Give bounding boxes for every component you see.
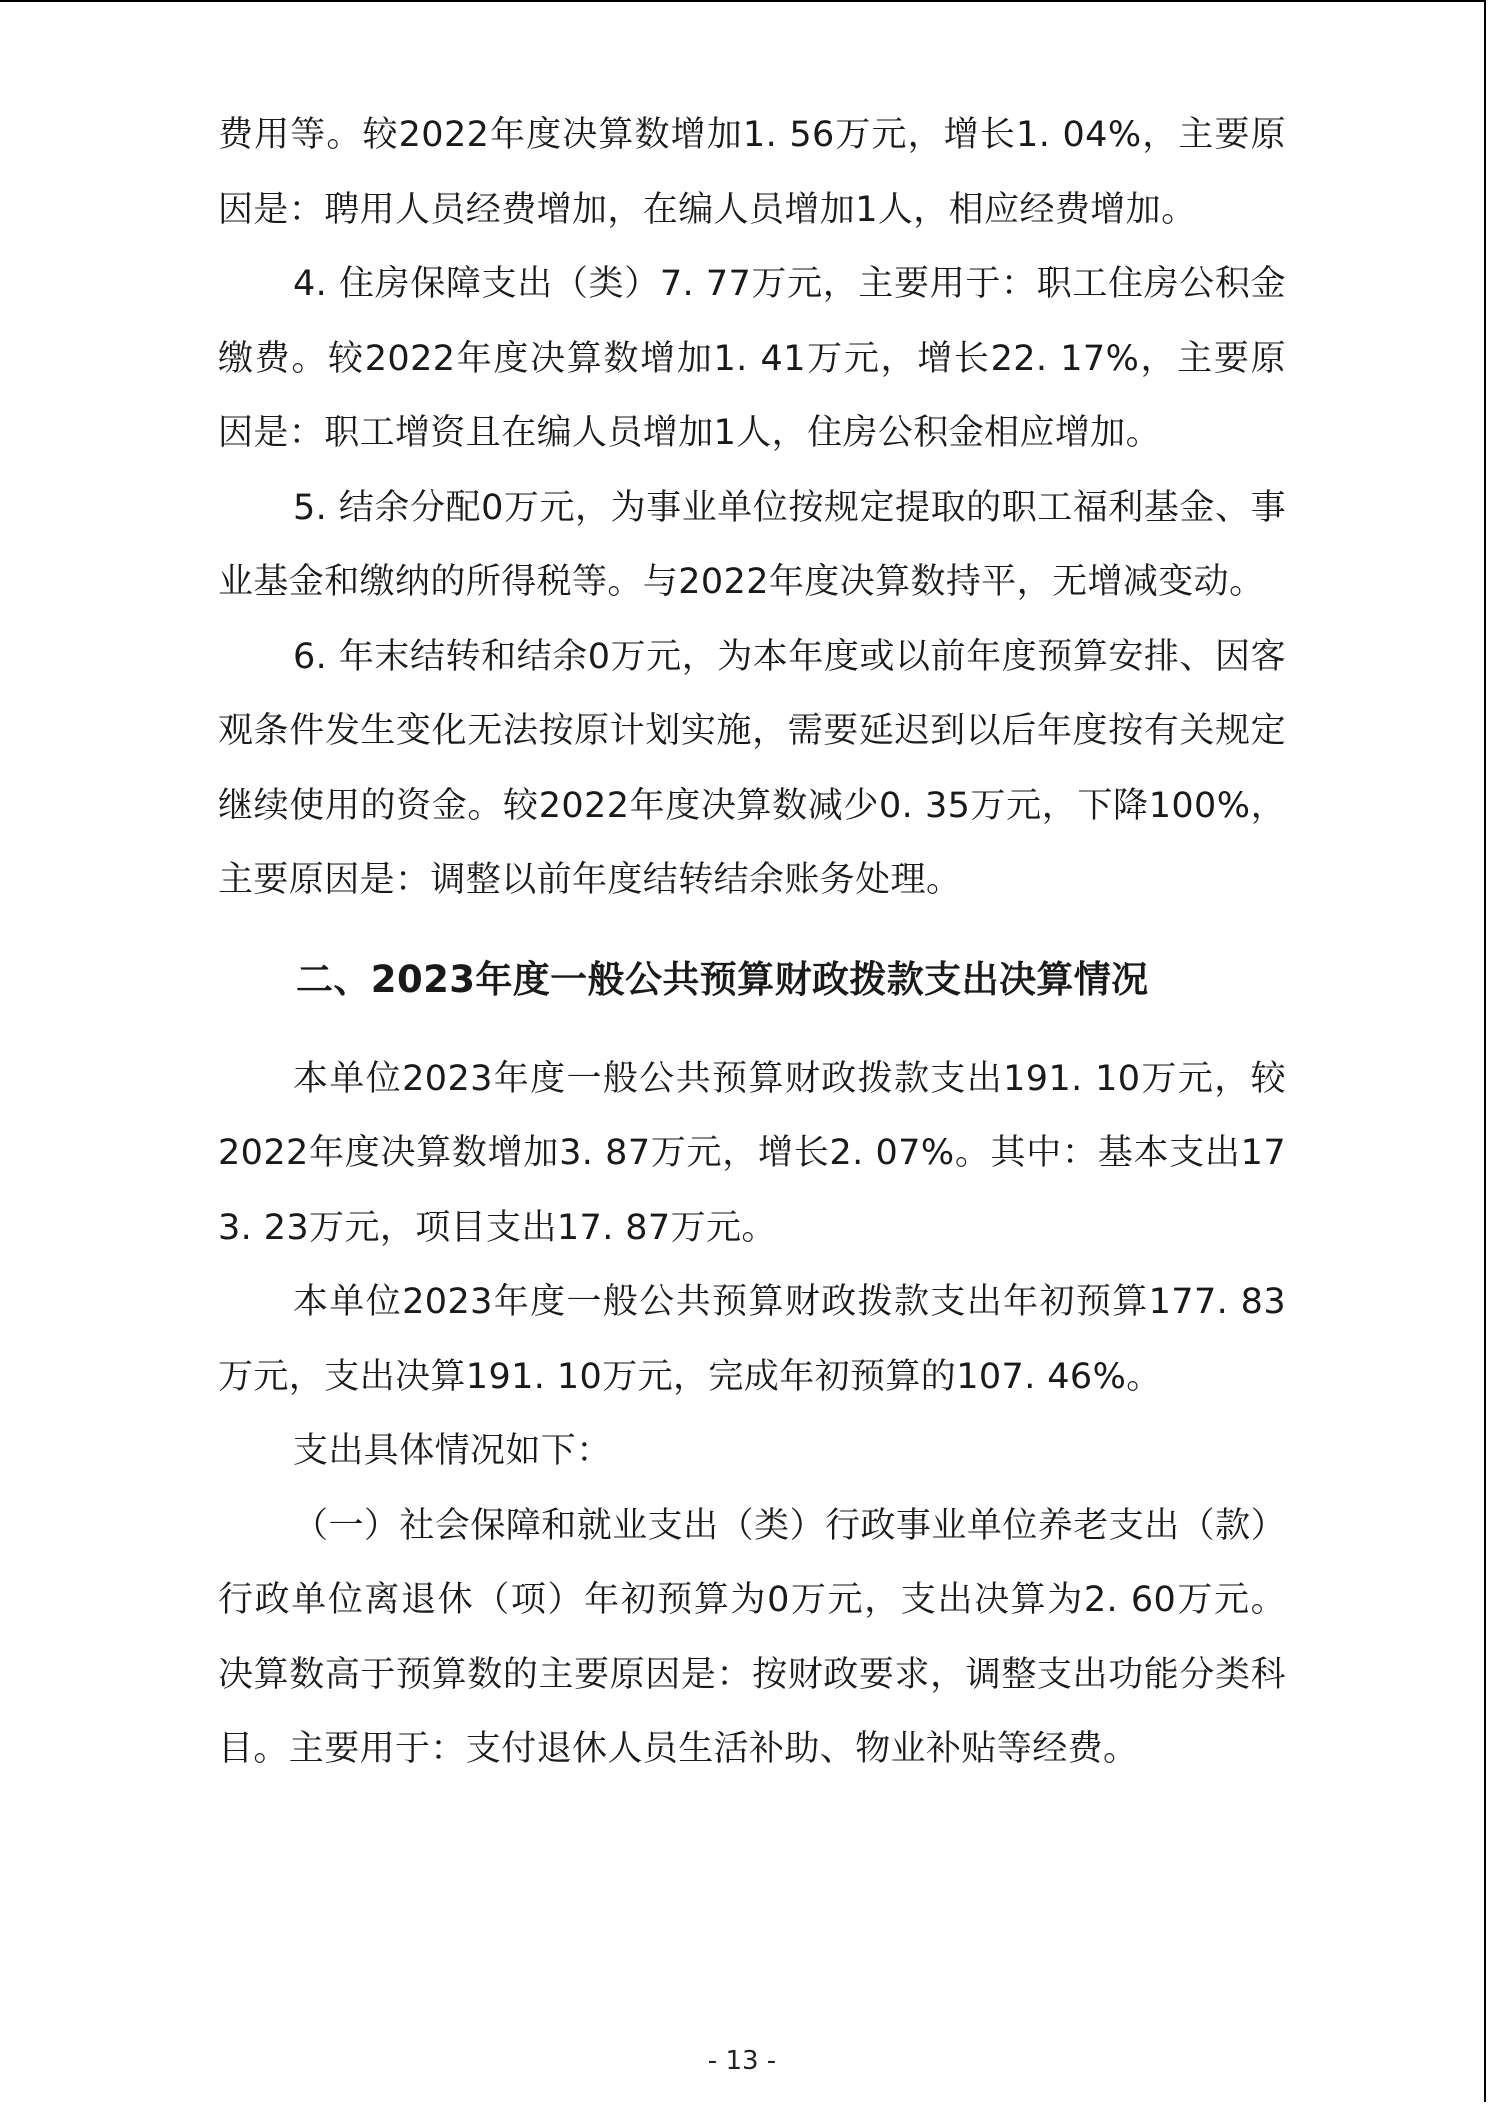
paragraph-surplus-distribution: 5. 结余分配0万元，为事业单位按规定提取的职工福利基金、事业基金和缴纳的所得税等。与2022年度决算数持平，无增减变动。	[218, 487, 1286, 602]
paragraph-social-security-expenditure: （一）社会保障和就业支出（类）行政事业单位养老支出（款）行政单位离退休（项）年初预算为0万元，支出决算为2. 60万元。决算数高于预算数的主要原因是：按财政要求，调整支出功能分类科目。主要用于：支付退休人员生活补助、物业补贴等经费。	[218, 1505, 1286, 1769]
paragraph-expenditure-details-intro: 支出具体情况如下：	[293, 1431, 612, 1471]
paragraph-general-budget-expenditure: 本单位2023年度一般公共预算财政拨款支出191. 10万元，较2022年度决算数增加3. 87万元，增长2. 07%。其中：基本支出173. 23万元，项目支出17. 87万元。	[218, 1058, 1286, 1248]
paragraph-budget-completion: 本单位2023年度一般公共预算财政拨款支出年初预算177. 83万元，支出决算191. 10万元，完成年初预算的107. 46%。	[218, 1282, 1286, 1397]
document-body	[218, 98, 1286, 1787]
paragraph-housing-security: 4. 住房保障支出（类）7. 77万元，主要用于：职工住房公积金缴费。较2022年度决算数增加1. 41万元，增长22. 17%，主要原因是：职工增资且在编人员增加1人，住房公积金相应增加。	[218, 264, 1286, 453]
page-number: - 13 -	[707, 2046, 777, 2076]
section-heading: 二、2023年度一般公共预算财政拨款支出决算情况	[296, 957, 1149, 1001]
paragraph-year-end-carryover: 6. 年末结转和结余0万元，为本年度或以前年度预算安排、因客观条件发生变化无法按原计划实施，需要延迟到以后年度按有关规定继续使用的资金。较2022年度决算数减少0. 35万元，下降100%，主要原因是：调整以前年度结转结余账务处理。	[218, 636, 1286, 900]
paragraph-expense-continuation: 费用等。较2022年度决算数增加1. 56万元，增长1. 04%，主要原因是：聘用人员经费增加，在编人员增加1人，相应经费增加。	[218, 115, 1286, 230]
